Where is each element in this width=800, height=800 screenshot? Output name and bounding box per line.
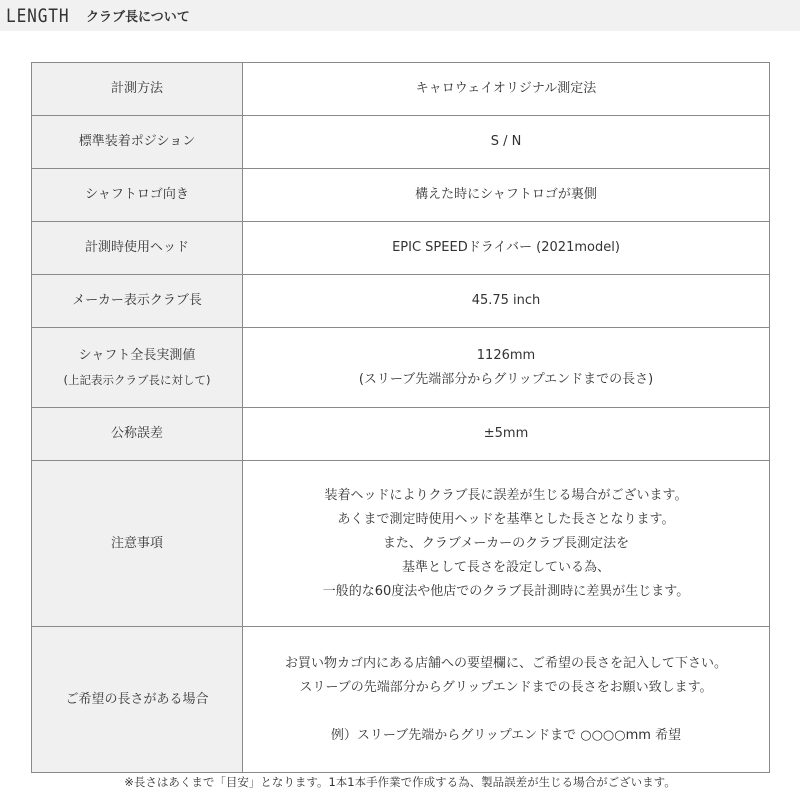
table-row-standard-position	[32, 116, 770, 169]
value-line: キャロウェイオリジナル測定法	[415, 81, 597, 96]
value-line: ±5mm	[483, 426, 529, 441]
value-line: あくまで測定時使用ヘッドを基準とした長さとなります。	[337, 511, 675, 527]
value-line: (スリーブ先端部分からグリップエンドまでの長さ)	[358, 371, 654, 387]
section-header	[0, 0, 800, 31]
row-value	[243, 275, 770, 328]
section-title-en: LENGTH	[6, 4, 70, 27]
table-row-desired-length	[32, 627, 770, 773]
value-line: 45.75 inch	[471, 293, 541, 308]
row-value	[243, 328, 770, 408]
table-row-measurement-method	[32, 63, 770, 116]
row-label-main: シャフト全長実測値	[78, 347, 196, 363]
table-row-shaft-logo	[32, 169, 770, 222]
row-value	[243, 169, 770, 222]
table-row-measurement-head	[32, 222, 770, 275]
value-line: 例）スリーブ先端からグリップエンドまで ○○○○mm 希望	[330, 727, 682, 743]
row-value	[243, 116, 770, 169]
value-line: 一般的な60度法や他店でのクラブ長計測時に差異が生じます。	[322, 583, 690, 599]
row-label	[32, 328, 243, 408]
row-label-sub: (上記表示クラブ長に対して)	[63, 372, 211, 387]
row-value	[243, 63, 770, 116]
table-row-tolerance	[32, 408, 770, 461]
row-value	[243, 408, 770, 461]
row-label: 標準装着ポジション	[32, 116, 243, 169]
spec-table	[31, 62, 770, 773]
table-row-shaft-length	[32, 328, 770, 408]
value-line: 基準として長さを設定している為、	[401, 559, 610, 575]
value-line: S / N	[490, 134, 522, 149]
table-row-notes	[32, 461, 770, 627]
value-line: 1126mm	[476, 347, 536, 363]
section-title-jp: クラブ長について	[86, 10, 190, 25]
footnote: ※長さはあくまで「目安」となります。1本1本手作業で作成する為、製品誤差が生じる場合がございます。	[124, 775, 676, 789]
value-line: 構えた時にシャフトロゴが裏側	[415, 187, 597, 202]
row-label: 計測時使用ヘッド	[32, 222, 243, 275]
row-value	[243, 627, 770, 773]
row-label: ご希望の長さがある場合	[32, 627, 243, 773]
row-label: シャフトロゴ向き	[32, 169, 243, 222]
value-line: EPIC SPEEDドライバー (2021model)	[392, 240, 620, 255]
row-label: 注意事項	[32, 461, 243, 627]
value-line: お買い物カゴ内にある店舗への要望欄に、ご希望の長さを記入して下さい。	[284, 655, 727, 671]
value-line: 装着ヘッドによりクラブ長に誤差が生じる場合がございます。	[324, 487, 688, 503]
row-label: 計測方法	[32, 63, 243, 116]
value-line: スリーブの先端部分からグリップエンドまでの長さをお願い致します。	[299, 679, 713, 695]
value-line: また、クラブメーカーのクラブ長測定法を	[382, 535, 630, 551]
row-label: メーカー表示クラブ長	[32, 275, 243, 328]
row-value	[243, 461, 770, 627]
row-label: 公称誤差	[32, 408, 243, 461]
value-spacer	[247, 700, 765, 724]
table-row-maker-length	[32, 275, 770, 328]
row-value	[243, 222, 770, 275]
